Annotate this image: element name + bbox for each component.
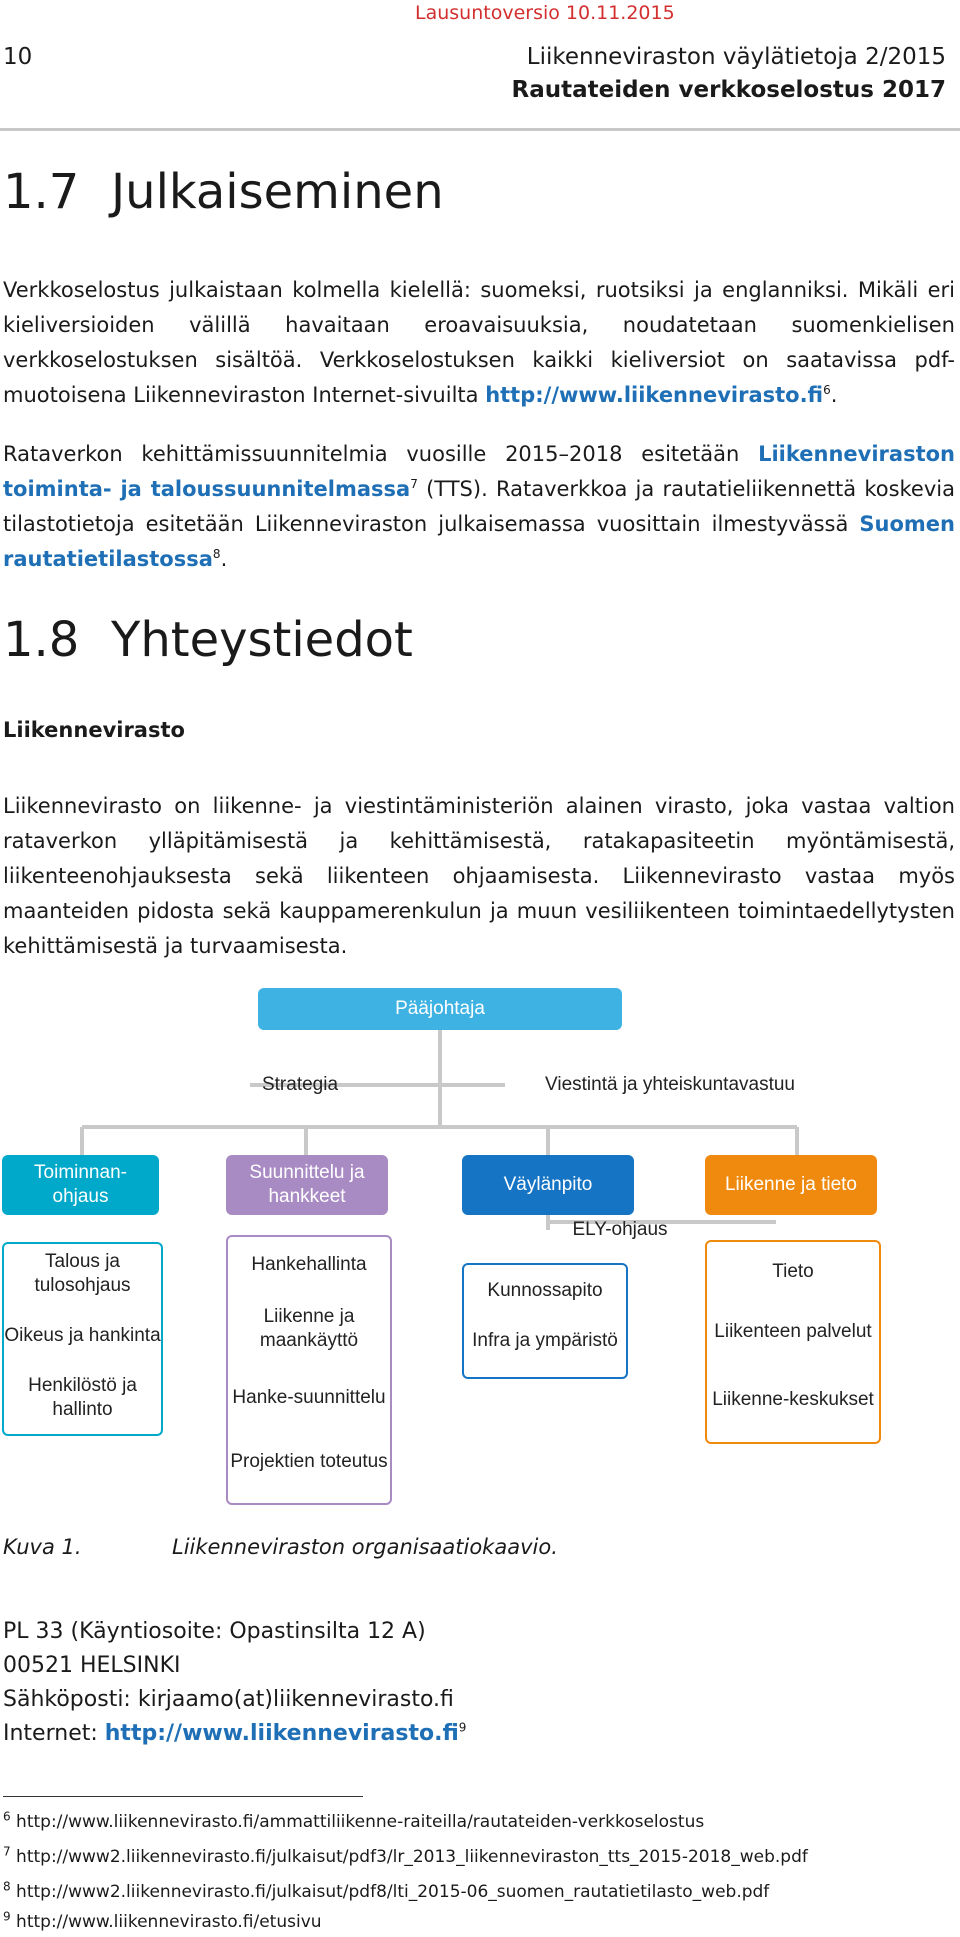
paragraph-text: (TTS). Rataverkkoa ja rautatieliikennettä koskevia tilastotietoja esitetään Liikenneviraston julkaisemassa vuosittain ilmestyvässä <box>3 477 955 536</box>
paragraph-development-plans <box>3 437 955 577</box>
internet-link[interactable]: http://www.liikennevirasto.fi <box>104 1721 459 1746</box>
rautatietilasto-link[interactable]: Suomen rautatietilastossa <box>3 512 955 571</box>
footnote <box>3 1879 770 1902</box>
draft-version-label: Lausuntoversio 10.11.2015 <box>415 2 675 24</box>
footnote-number: 8 <box>3 1879 11 1894</box>
dept-vaylanpito-units <box>462 1263 628 1379</box>
unit-talous: Talous ja tulosohjaus <box>34 1251 131 1296</box>
footnote <box>3 1809 705 1832</box>
footnote-ref[interactable]: 6 <box>823 383 831 397</box>
unit-hankesuunnittelu: Hanke-suunnittelu <box>232 1387 386 1408</box>
section-heading-1-7 <box>3 164 444 220</box>
liikennevirasto-link[interactable]: http://www.liikennevirasto.fi <box>485 383 824 407</box>
unit-oikeus: Oikeus ja hankinta <box>4 1325 161 1346</box>
dept-toiminnanohjaus-units <box>2 1242 163 1436</box>
document-title: Rautateiden verkkoselostus 2017 <box>511 77 946 103</box>
unit-hankehallinta: Hankehallinta <box>251 1254 367 1275</box>
address-po-box: PL 33 (Käyntiosoite: Opastinsilta 12 A) <box>3 1619 426 1644</box>
footnote-ref[interactable]: 8 <box>212 547 221 561</box>
footnote-number: 9 <box>3 1909 11 1924</box>
footnote-url[interactable]: http://www.liikennevirasto.fi/etusivu <box>16 1912 322 1932</box>
figure-label: Kuva 1. <box>3 1535 82 1559</box>
section-title: Julkaiseminen <box>111 164 444 220</box>
unit-liikennekeskukset: Liikenne-keskukset <box>712 1389 874 1410</box>
footnote-ref[interactable]: 9 <box>458 1720 467 1735</box>
address-postal: 00521 HELSINKI <box>3 1653 181 1678</box>
dept-liikenne-tieto-units <box>705 1240 881 1444</box>
unit-infra-ymparisto: Infra ja ympäristö <box>472 1330 618 1351</box>
paragraph-end: . <box>830 383 838 407</box>
top-box-paajohtaja: Pääjohtaja <box>258 988 622 1030</box>
unit-liikenteen-palvelut: Liikenteen palvelut <box>714 1321 872 1342</box>
dept-vaylanpito: Väylänpito <box>462 1155 634 1215</box>
footnote-divider <box>3 1796 363 1797</box>
footnote-number: 7 <box>3 1844 11 1859</box>
footnote-url[interactable]: http://www2.liikennevirasto.fi/julkaisut/pdf8/lti_2015-06_suomen_rautatietilasto_web.pdf <box>16 1882 770 1902</box>
dept-suunnittelu: Suunnittelu ja hankkeet <box>226 1155 388 1215</box>
paragraph-text: Rataverkon kehittämissuunnitelmia vuosille 2015–2018 esitetään <box>3 442 759 466</box>
tts-link[interactable]: Liikenneviraston toiminta- ja taloussuunnitelmassa <box>3 442 955 501</box>
footnote-url[interactable]: http://www2.liikennevirasto.fi/julkaisut/pdf3/lr_2013_liikenneviraston_tts_2015-2018_web.pdf <box>16 1847 808 1867</box>
figure-caption: Liikenneviraston organisaatiokaavio. <box>172 1535 558 1559</box>
section-heading-1-8 <box>3 612 413 668</box>
page-number: 10 <box>3 44 33 70</box>
dept-toiminnanohjaus: Toiminnan-ohjaus <box>2 1155 159 1215</box>
unit-projektien-toteutus: Projektien toteutus <box>230 1451 388 1472</box>
unit-liikenne-maankaytto: Liikenne ja maankäyttö <box>259 1306 359 1351</box>
paragraph-text: Verkkoselostus julkaistaan kolmella kielellä: suomeksi, ruotsiksi ja englanniksi. Mikäli eri kieliversioiden välillä havaitaan eroavaisuuksia, noudatetaan suomenkielisen verkkoselostuksen sisältöä. Verkkoselostuksen kaikki kieliversiot on saatavissa pdf-muotoisena Liikenneviraston Internet-sivuilta <box>3 278 955 407</box>
paragraph-publication-languages <box>3 273 955 413</box>
header-divider <box>0 128 960 131</box>
footnote-number: 6 <box>3 1809 11 1824</box>
unit-henkilosto: Henkilöstö ja hallinto <box>28 1375 137 1420</box>
org-chart <box>0 985 960 1515</box>
subheading-liikennevirasto: Liikennevirasto <box>3 718 185 742</box>
address-email: Sähköposti: kirjaamo(at)liikennevirasto.fi <box>3 1687 454 1712</box>
paragraph-end: . <box>220 547 228 571</box>
unit-tieto: Tieto <box>772 1261 814 1282</box>
ely-ohjaus-label: ELY-ohjaus <box>572 1219 668 1240</box>
staff-strategia: Strategia <box>261 1074 339 1095</box>
footnote-ref[interactable]: 7 <box>410 477 418 491</box>
address-internet <box>3 1717 466 1751</box>
section-title: Yhteystiedot <box>111 612 413 668</box>
footnote <box>3 1909 322 1932</box>
paragraph-agency-description: Liikennevirasto on liikenne- ja viestintäministeriön alainen virasto, joka vastaa valtion rataverkon ylläpitämisestä ja kehittämisestä, ratakapasiteetin myöntämisestä, liikenteenohjauksesta sekä liikenteen ohjaamisesta. Liikennevirasto vastaa myös maanteiden pidosta sekä kauppamerenkulun ja muun vesiliikenteen toimintaedellytysten kehittämisestä ja turvaamisesta. <box>3 794 955 958</box>
dept-suunnittelu-units <box>226 1235 392 1505</box>
unit-kunnossapito: Kunnossapito <box>487 1280 603 1301</box>
staff-viestinta: Viestintä ja yhteiskuntavastuu <box>545 1074 795 1095</box>
section-number: 1.8 <box>3 612 80 668</box>
internet-label: Internet: <box>3 1721 105 1746</box>
section-number: 1.7 <box>3 164 80 220</box>
publication-title: Liikenneviraston väylätietoja 2/2015 <box>526 44 946 70</box>
footnote <box>3 1844 808 1867</box>
footnote-url[interactable]: http://www.liikennevirasto.fi/ammattiliikenne-raiteilla/rautateiden-verkkoselostus <box>16 1812 705 1832</box>
dept-liikenne-tieto: Liikenne ja tieto <box>705 1155 877 1215</box>
